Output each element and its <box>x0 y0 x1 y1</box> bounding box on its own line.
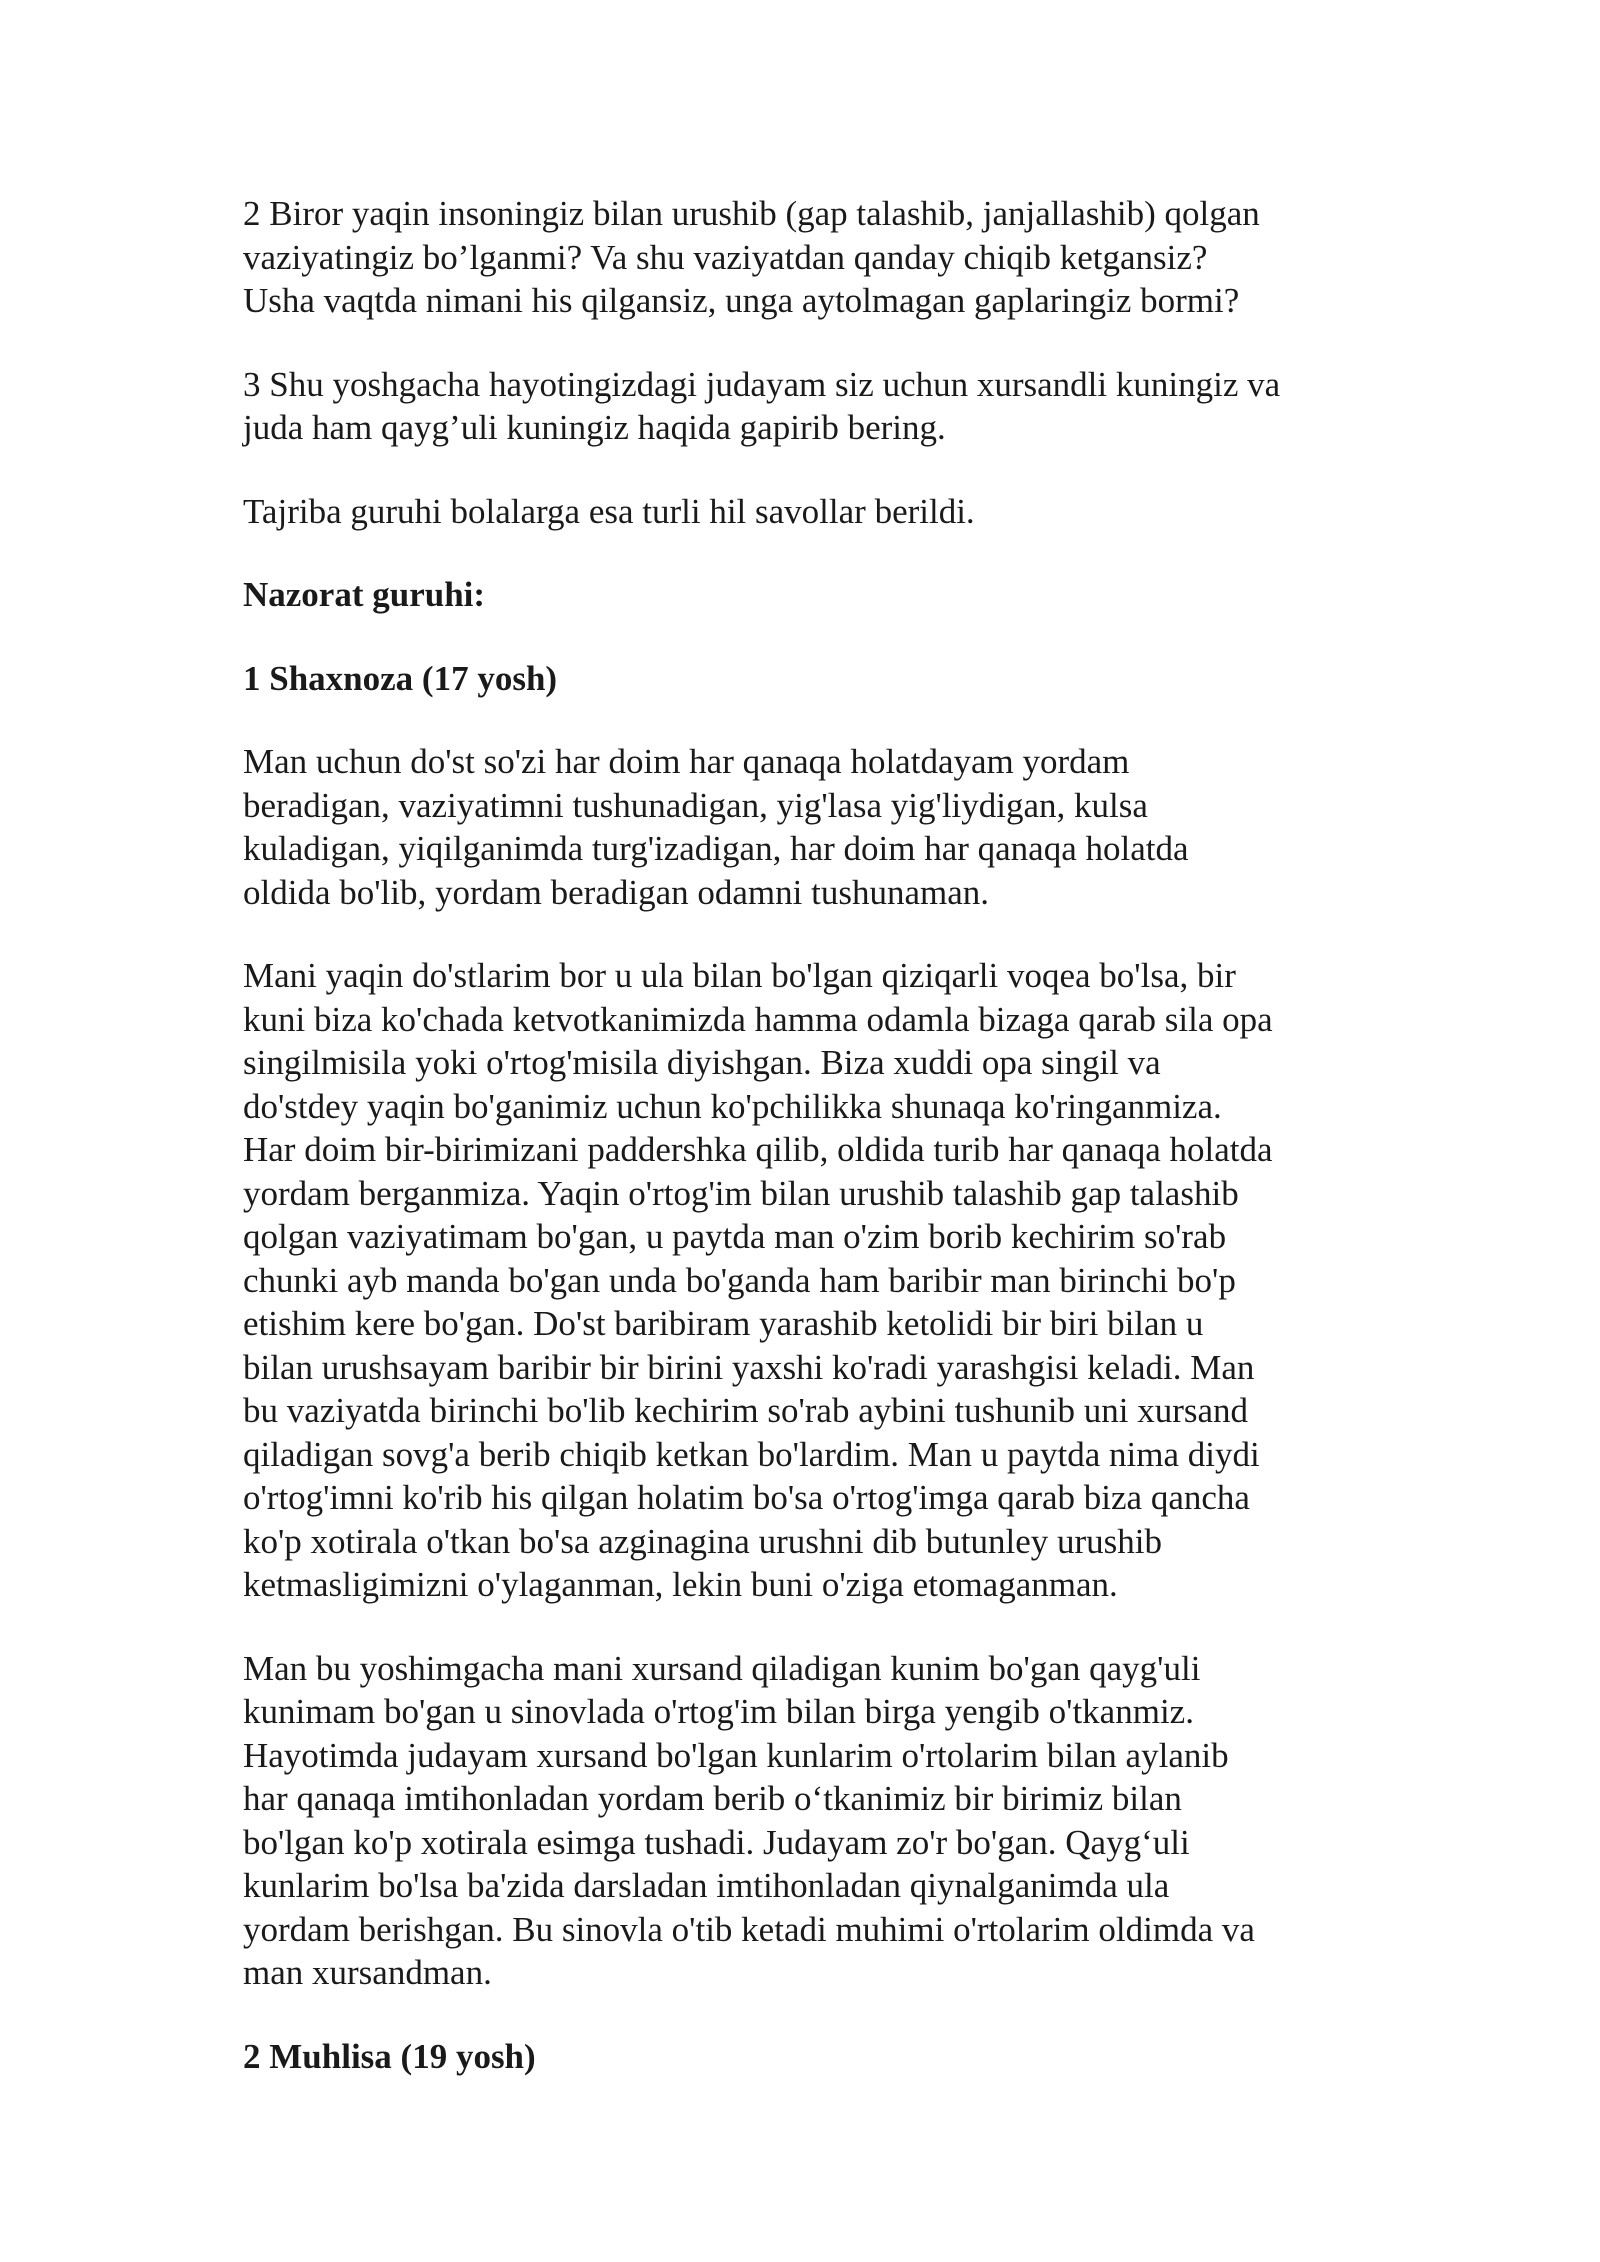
text-line: 3 Shu yoshgacha hayotingizdagi judayam siz uchun xursandli kuningiz va <box>243 364 1281 404</box>
text-line: kunlarim bo'lsa ba'zida darsladan imtihonladan qiynalganimda ula <box>243 1866 1170 1905</box>
question-3-paragraph <box>243 363 1383 450</box>
text-line: yordam berganmiza. Yaqin o'rtog'im bilan urushib talashib gap talashib <box>243 1173 1239 1213</box>
text-line: bo'lgan ko'p xotirala esimga tushadi. Judayam zo'r bo'gan. Qayg‘uli <box>243 1822 1190 1862</box>
text-line: har qanaqa imtihonladan yordam berib o‘tkanimiz bir birimiz bilan <box>243 1779 1182 1818</box>
text-line: Usha vaqtda nimani his qilgansiz, unga aytolmagan gaplaringiz bormi? <box>243 281 1240 320</box>
text-line: do'stdey yaqin bo'ganimiz uchun ko'pchilikka shunaqa ko'ringanmiza. <box>243 1086 1222 1126</box>
text-line: 2 Biror yaqin insoningiz bilan urushib (gap talashib, janjallashib) qolgan <box>243 194 1260 233</box>
text-line: oldida bo'lib, yordam beradigan odamni tushunaman. <box>243 872 990 912</box>
text-line: singilmisila yoki o'rtog'misila diyishgan. Biza xuddi opa singil va <box>243 1043 1161 1082</box>
text-line: chunki ayb manda bo'gan unda bo'ganda ham baribir man birinchi bo'p <box>243 1260 1236 1300</box>
text-line: etishim kere bo'gan. Do'st baribiram yarashib ketolidi bir biri bilan u <box>243 1304 1204 1343</box>
control-group-heading: Nazorat guruhi: <box>243 575 486 614</box>
text-line: Har doim bir-birimizani paddershka qilib, oldida turib har qanaqa holatda <box>243 1130 1273 1169</box>
text-line: Hayotimda judayam xursand bo'lgan kunlarim o'rtolarim bilan aylanib <box>243 1735 1229 1775</box>
text-line: bilan urushsayam baribir bir birini yaxshi ko'radi yarashgisi keladi. Man <box>243 1347 1255 1387</box>
respondent-2-heading: 2 Muhlisa (19 yosh) <box>243 2036 536 2076</box>
text-line: qolgan vaziyatimam bo'gan, u paytda man o'zim borib kechirim so'rab <box>243 1217 1227 1256</box>
text-line: Mani yaqin do'stlarim bor u ula bilan bo'lgan qiziqarli voqea bo'lsa, bir <box>243 956 1236 995</box>
respondent-1-answer-3 <box>243 1647 1383 1995</box>
text-line: ko'p xotirala o'tkan bo'sa azginagina urushni dib butunley urushib <box>243 1521 1163 1561</box>
text-line: juda ham qayg’uli kuningiz haqida gapirib bering. <box>243 408 946 447</box>
text-line: bu vaziyatda birinchi bo'lib kechirim so'rab aybini tushunib uni xursand <box>243 1391 1249 1430</box>
text-line: Man uchun do'st so'zi har doim har qanaqa holatdayam yordam <box>243 742 1130 781</box>
text-line: Man bu yoshimgacha mani xursand qiladigan kunim bo'gan qayg'uli <box>243 1648 1201 1688</box>
text-line: kunimam bo'gan u sinovlada o'rtog'im bilan birga yengib o'tkanmiz. <box>243 1692 1194 1731</box>
text-line: qiladigan sovg'a berib chiqib ketkan bo'lardim. Man u paytda nima diydi <box>243 1434 1260 1474</box>
text-line: ketmasligimizni o'ylaganman, lekin buni o'ziga etomaganman. <box>243 1565 1118 1604</box>
text-line: beradigan, vaziyatimni tushunadigan, yig'lasa yig'liydigan, kulsa <box>243 785 1148 825</box>
text-line: kuladigan, yiqilganimda turg'izadigan, har doim har qanaqa holatda <box>243 829 1189 868</box>
text-line: kuni biza ko'chada ketvotkanimizda hamma odamla bizaga qarab sila opa <box>243 999 1273 1039</box>
text-line: yordam berishgan. Bu sinovla o'tib ketadi muhimi o'rtolarim oldimda va <box>243 1909 1255 1949</box>
respondent-1-heading: 1 Shaxnoza (17 yosh) <box>243 658 558 698</box>
text-line: man xursandman. <box>243 1953 492 1992</box>
text-line: Tajriba guruhi bolalarga esa turli hil savollar berildi. <box>243 491 975 531</box>
question-2-paragraph <box>243 192 1383 323</box>
experiment-note <box>243 490 1383 534</box>
respondent-1-answer-1 <box>243 740 1383 914</box>
text-line: vaziyatingiz bo’lganmi? Va shu vaziyatdan qanday chiqib ketgansiz? <box>243 237 1208 277</box>
document-page <box>243 192 1383 2118</box>
respondent-1-answer-2 <box>243 954 1383 1607</box>
text-line: o'rtog'imni ko'rib his qilgan holatim bo'sa o'rtog'imga qarab biza qancha <box>243 1478 1250 1517</box>
